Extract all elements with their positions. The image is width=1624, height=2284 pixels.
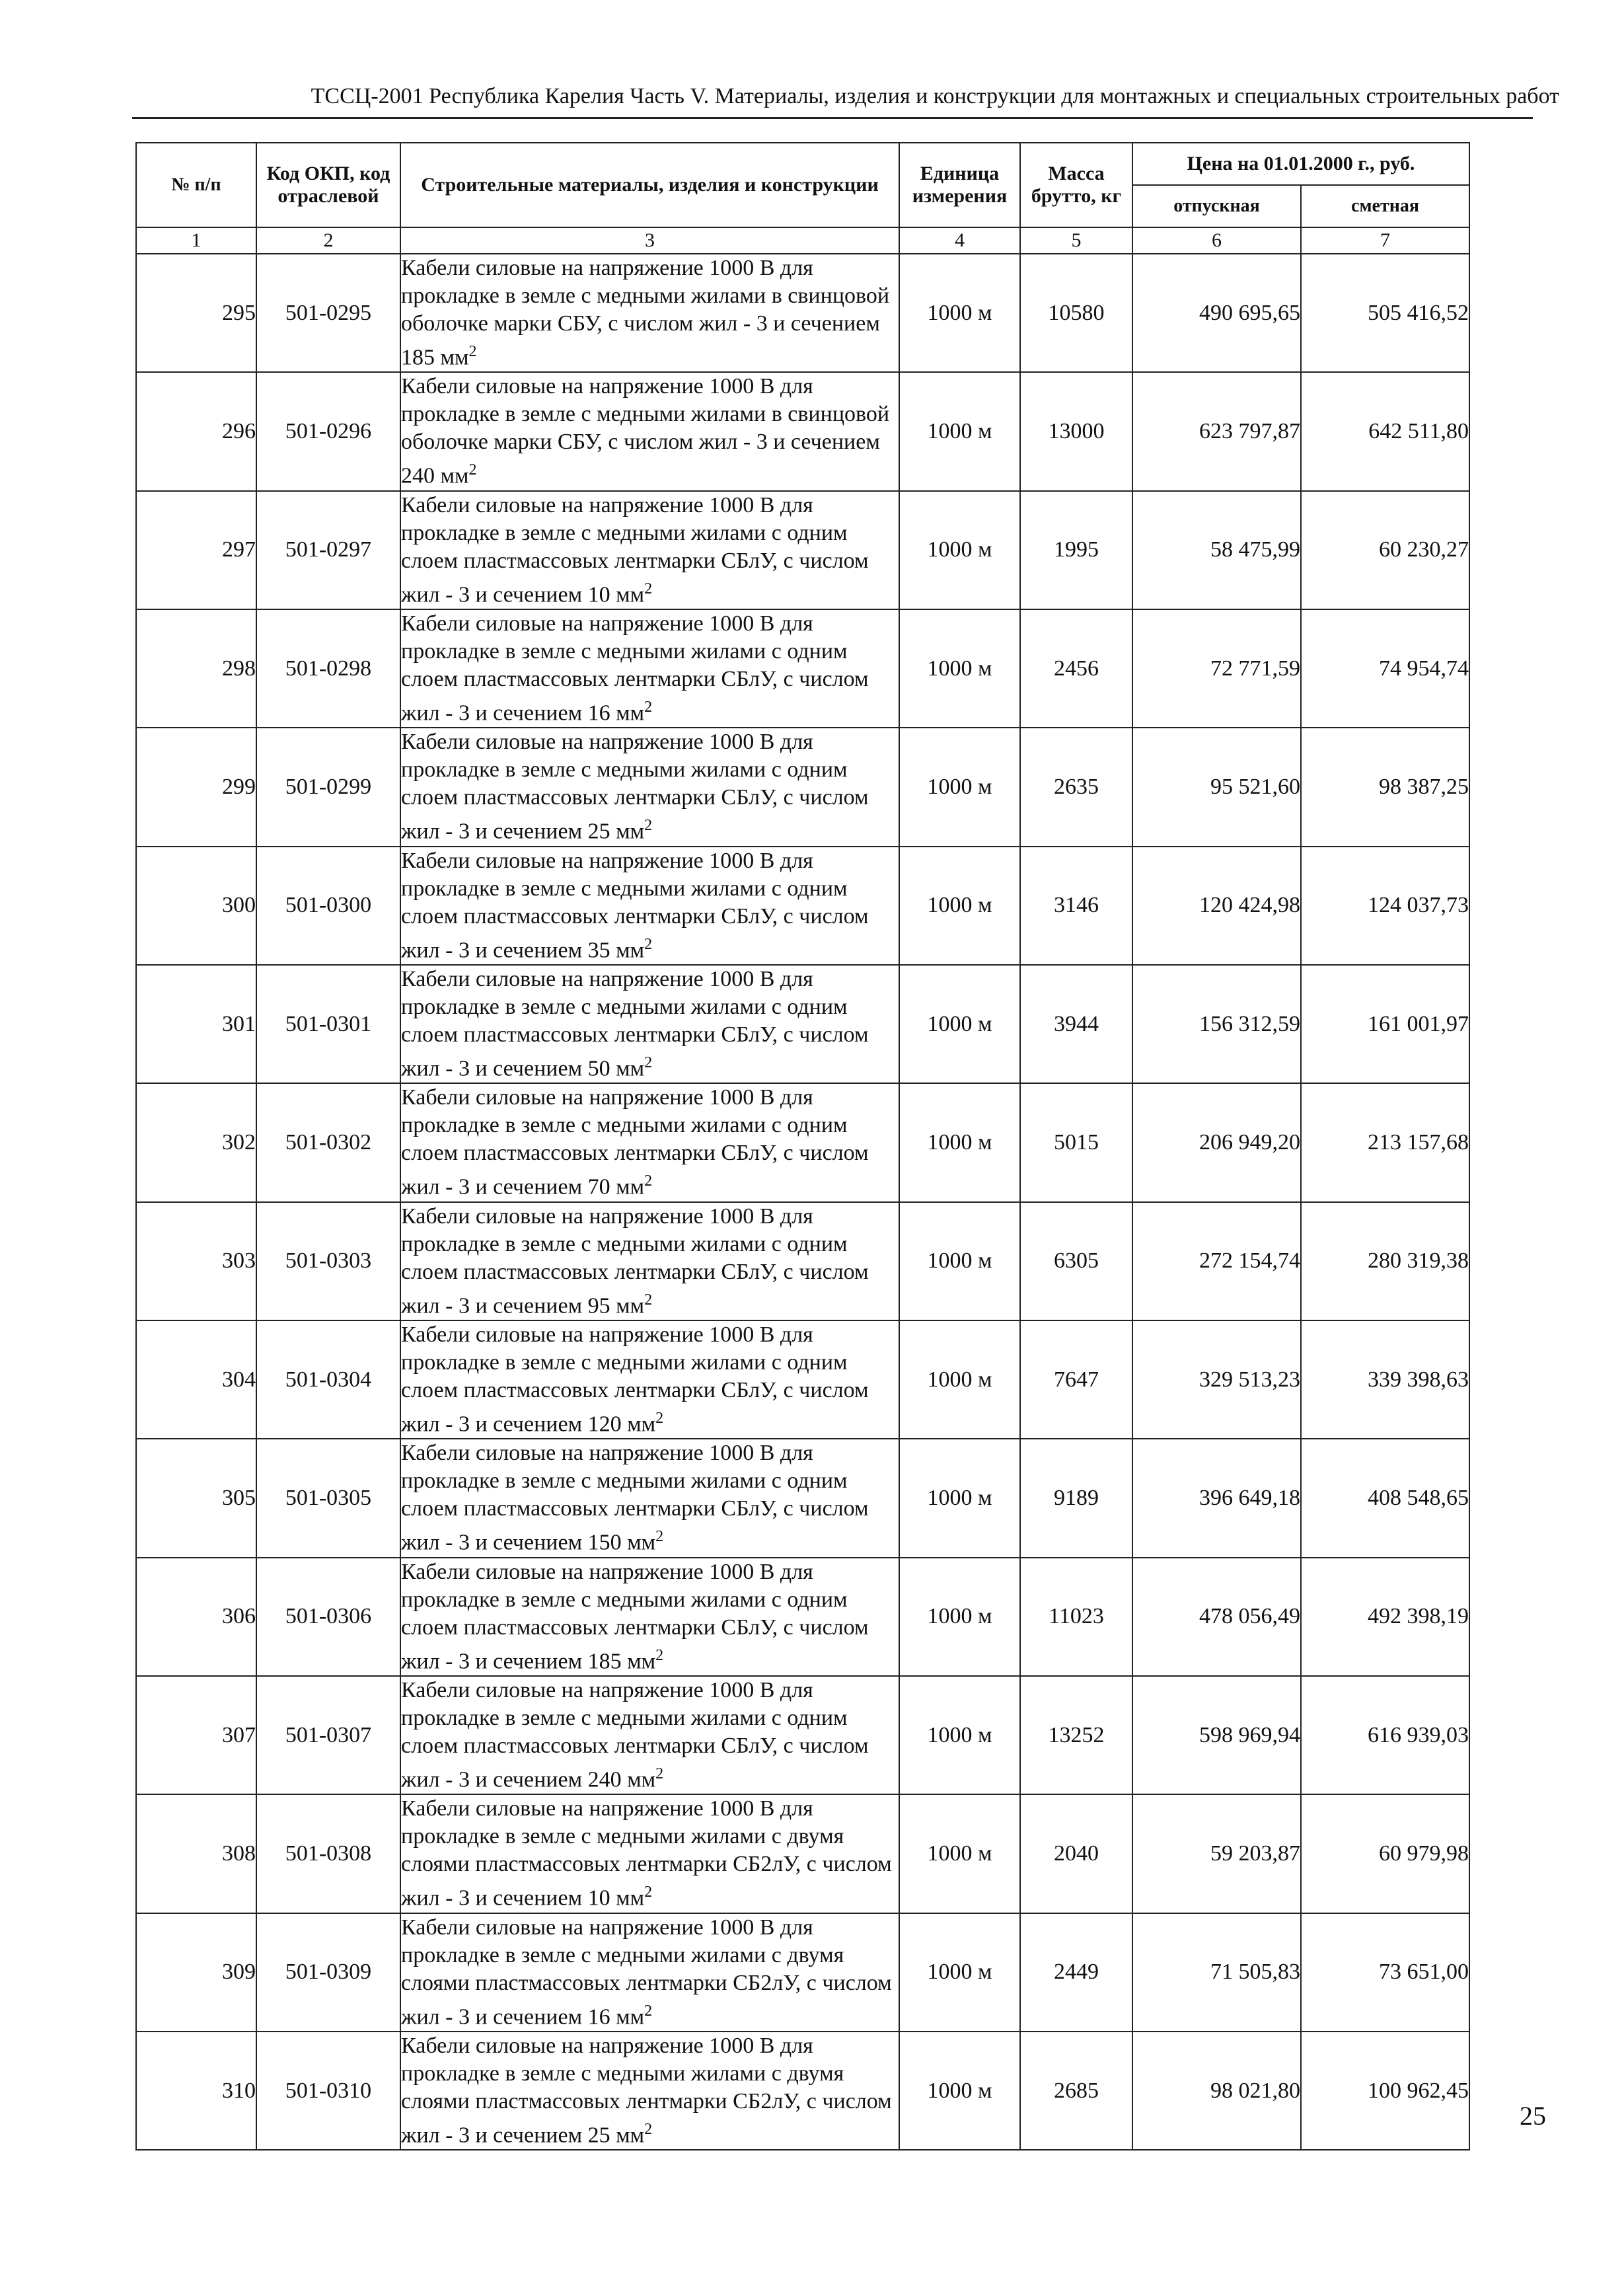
material-description [400, 1202, 899, 1320]
material-description [400, 1439, 899, 1557]
unit-of-measure: 1000 м [899, 491, 1020, 609]
price-release: 623 797,87 [1132, 372, 1301, 490]
table-row [136, 1913, 1469, 2032]
gross-mass: 2040 [1020, 1794, 1132, 1913]
unit-of-measure: 1000 м [899, 2032, 1020, 2150]
col-header-num: № п/п [136, 143, 256, 227]
gross-mass: 2635 [1020, 728, 1132, 846]
table-row [136, 609, 1469, 728]
gross-mass: 2685 [1020, 2032, 1132, 2150]
material-description [400, 728, 899, 846]
gross-mass: 13000 [1020, 372, 1132, 490]
row-number: 309 [136, 1913, 256, 2032]
price-release: 95 521,60 [1132, 728, 1301, 846]
column-number: 3 [400, 227, 899, 254]
description-text: Кабели силовые на напряжение 1000 В для прокладке в земле с медными жилами с двумя слоями пластмассовых лентмарки СБ2лУ, с числом жил - 3 и сечением 16 мм [401, 1915, 892, 2029]
price-release: 272 154,74 [1132, 1202, 1301, 1320]
table-row [136, 1558, 1469, 1676]
okp-code: 501-0295 [256, 254, 400, 372]
material-description [400, 1083, 899, 1201]
gross-mass: 1995 [1020, 491, 1132, 609]
row-number: 308 [136, 1794, 256, 1913]
row-number: 298 [136, 609, 256, 728]
superscript-exponent: 2 [655, 1409, 664, 1427]
okp-code: 501-0303 [256, 1202, 400, 1320]
unit-of-measure: 1000 м [899, 1202, 1020, 1320]
row-number: 296 [136, 372, 256, 490]
col-header-name: Строительные материалы, изделия и конструкции [400, 143, 899, 227]
col-header-code: Код ОКП, код отраслевой [256, 143, 400, 227]
material-description [400, 2032, 899, 2150]
material-description [400, 491, 899, 609]
unit-of-measure: 1000 м [899, 609, 1020, 728]
table-row [136, 728, 1469, 846]
table-row [136, 1320, 1469, 1439]
superscript-exponent: 2 [655, 1765, 664, 1782]
row-number: 305 [136, 1439, 256, 1557]
unit-of-measure: 1000 м [899, 965, 1020, 1083]
row-number: 297 [136, 491, 256, 609]
table-row [136, 847, 1469, 965]
unit-of-measure: 1000 м [899, 1794, 1020, 1913]
column-number: 5 [1020, 227, 1132, 254]
row-number: 299 [136, 728, 256, 846]
superscript-exponent: 2 [468, 343, 477, 360]
price-estimate: 73 651,00 [1301, 1913, 1469, 2032]
price-release: 98 021,80 [1132, 2032, 1301, 2150]
price-release: 329 513,23 [1132, 1320, 1301, 1439]
superscript-exponent: 2 [468, 461, 477, 479]
gross-mass: 11023 [1020, 1558, 1132, 1676]
price-release: 120 424,98 [1132, 847, 1301, 965]
price-release: 58 475,99 [1132, 491, 1301, 609]
column-number: 1 [136, 227, 256, 254]
unit-of-measure: 1000 м [899, 1320, 1020, 1439]
price-table [135, 142, 1470, 2151]
price-release: 490 695,65 [1132, 254, 1301, 372]
col-header-mass: Масса брутто, кг [1020, 143, 1132, 227]
price-release: 156 312,59 [1132, 965, 1301, 1083]
description-text: Кабели силовые на напряжение 1000 В для прокладке в земле с медными жилами с одним слоем пластмассовых лентмарки СБлУ, с числом жил - 3 и сечением 16 мм [401, 611, 869, 726]
table-row [136, 254, 1469, 372]
price-estimate: 161 001,97 [1301, 965, 1469, 1083]
price-estimate: 100 962,45 [1301, 2032, 1469, 2150]
price-estimate: 124 037,73 [1301, 847, 1469, 965]
description-text: Кабели силовые на напряжение 1000 В для прокладке в земле с медными жилами с одним слоем пластмассовых лентмарки СБлУ, с числом жил - 3 и сечением 35 мм [401, 848, 869, 962]
material-description [400, 1794, 899, 1913]
material-description [400, 1558, 899, 1676]
row-number: 310 [136, 2032, 256, 2150]
column-numbers-row [136, 227, 1469, 254]
column-number: 6 [1132, 227, 1301, 254]
column-number: 7 [1301, 227, 1469, 254]
table-row [136, 372, 1469, 490]
description-text: Кабели силовые на напряжение 1000 В для прокладке в земле с медными жилами с одним слоем пластмассовых лентмарки СБлУ, с числом жил - 3 и сечением 240 мм [401, 1677, 869, 1792]
price-release: 206 949,20 [1132, 1083, 1301, 1201]
price-estimate: 60 230,27 [1301, 491, 1469, 609]
okp-code: 501-0301 [256, 965, 400, 1083]
row-number: 304 [136, 1320, 256, 1439]
price-estimate: 642 511,80 [1301, 372, 1469, 490]
description-text: Кабели силовые на напряжение 1000 В для прокладке в земле с медными жилами с одним слоем пластмассовых лентмарки СБлУ, с числом жил - 3 и сечением 70 мм [401, 1085, 869, 1199]
price-release: 598 969,94 [1132, 1676, 1301, 1794]
gross-mass: 9189 [1020, 1439, 1132, 1557]
gross-mass: 3944 [1020, 965, 1132, 1083]
unit-of-measure: 1000 м [899, 847, 1020, 965]
price-estimate: 492 398,19 [1301, 1558, 1469, 1676]
gross-mass: 2449 [1020, 1913, 1132, 2032]
price-release: 72 771,59 [1132, 609, 1301, 728]
table-row [136, 491, 1469, 609]
price-release: 71 505,83 [1132, 1913, 1301, 2032]
price-estimate: 98 387,25 [1301, 728, 1469, 846]
price-estimate: 74 954,74 [1301, 609, 1469, 728]
running-header: ТССЦ-2001 Республика Карелия Часть V. Материалы, изделия и конструкции для монтажных и специальных строительных работ [311, 84, 1559, 108]
superscript-exponent: 2 [644, 817, 653, 835]
row-number: 306 [136, 1558, 256, 1676]
row-number: 303 [136, 1202, 256, 1320]
okp-code: 501-0310 [256, 2032, 400, 2150]
row-number: 300 [136, 847, 256, 965]
price-estimate: 616 939,03 [1301, 1676, 1469, 1794]
description-text: Кабели силовые на напряжение 1000 В для прокладке в земле с медными жилами с одним слоем пластмассовых лентмарки СБлУ, с числом жил - 3 и сечением 25 мм [401, 730, 869, 844]
table-row [136, 1676, 1469, 1794]
superscript-exponent: 2 [644, 1884, 653, 1901]
price-estimate: 60 979,98 [1301, 1794, 1469, 1913]
superscript-exponent: 2 [644, 935, 653, 953]
superscript-exponent: 2 [644, 2002, 653, 2020]
superscript-exponent: 2 [644, 580, 653, 597]
material-description [400, 372, 899, 490]
table-row [136, 1794, 1469, 1913]
gross-mass: 5015 [1020, 1083, 1132, 1201]
column-number: 2 [256, 227, 400, 254]
price-release: 396 649,18 [1132, 1439, 1301, 1557]
table-row [136, 1202, 1469, 1320]
price-estimate: 505 416,52 [1301, 254, 1469, 372]
material-description [400, 1320, 899, 1439]
gross-mass: 2456 [1020, 609, 1132, 728]
row-number: 301 [136, 965, 256, 1083]
okp-code: 501-0304 [256, 1320, 400, 1439]
price-release: 59 203,87 [1132, 1794, 1301, 1913]
material-description [400, 609, 899, 728]
description-text: Кабели силовые на напряжение 1000 В для прокладке в земле с медными жилами с двумя слоями пластмассовых лентмарки СБ2лУ, с числом жил - 3 и сечением 10 мм [401, 1796, 892, 1911]
okp-code: 501-0305 [256, 1439, 400, 1557]
row-number: 307 [136, 1676, 256, 1794]
price-estimate: 213 157,68 [1301, 1083, 1469, 1201]
okp-code: 501-0308 [256, 1794, 400, 1913]
unit-of-measure: 1000 м [899, 1558, 1020, 1676]
table-row [136, 965, 1469, 1083]
gross-mass: 3146 [1020, 847, 1132, 965]
unit-of-measure: 1000 м [899, 372, 1020, 490]
okp-code: 501-0306 [256, 1558, 400, 1676]
unit-of-measure: 1000 м [899, 254, 1020, 372]
price-estimate: 339 398,63 [1301, 1320, 1469, 1439]
superscript-exponent: 2 [644, 1053, 653, 1071]
price-estimate: 408 548,65 [1301, 1439, 1469, 1557]
table-row [136, 1083, 1469, 1201]
gross-mass: 7647 [1020, 1320, 1132, 1439]
unit-of-measure: 1000 м [899, 728, 1020, 846]
material-description [400, 1913, 899, 2032]
superscript-exponent: 2 [644, 698, 653, 716]
superscript-exponent: 2 [655, 1646, 664, 1664]
col-header-price-estimate: сметная [1301, 185, 1469, 227]
gross-mass: 6305 [1020, 1202, 1132, 1320]
description-text: Кабели силовые на напряжение 1000 В для прокладке в земле с медными жилами в свинцовой оболочке марки СБУ, с числом жил - 3 и сечением 185 мм [401, 256, 890, 370]
okp-code: 501-0309 [256, 1913, 400, 2032]
col-header-unit: Единица измерения [899, 143, 1020, 227]
header-rule [132, 117, 1533, 119]
unit-of-measure: 1000 м [899, 1913, 1020, 2032]
description-text: Кабели силовые на напряжение 1000 В для прокладке в земле с медными жилами с одним слоем пластмассовых лентмарки СБлУ, с числом жил - 3 и сечением 150 мм [401, 1441, 869, 1555]
description-text: Кабели силовые на напряжение 1000 В для прокладке в земле с медными жилами с одним слоем пластмассовых лентмарки СБлУ, с числом жил - 3 и сечением 50 мм [401, 966, 869, 1081]
gross-mass: 13252 [1020, 1676, 1132, 1794]
description-text: Кабели силовые на напряжение 1000 В для прокладке в земле с медными жилами с одним слоем пластмассовых лентмарки СБлУ, с числом жил - 3 и сечением 10 мм [401, 492, 869, 607]
okp-code: 501-0302 [256, 1083, 400, 1201]
description-text: Кабели силовые на напряжение 1000 В для прокладке в земле с медными жилами с одним слоем пластмассовых лентмарки СБлУ, с числом жил - 3 и сечением 185 мм [401, 1559, 869, 1673]
material-description [400, 254, 899, 372]
unit-of-measure: 1000 м [899, 1439, 1020, 1557]
page-number: 25 [1520, 2101, 1546, 2131]
column-number: 4 [899, 227, 1020, 254]
gross-mass: 10580 [1020, 254, 1132, 372]
okp-code: 501-0299 [256, 728, 400, 846]
material-description [400, 965, 899, 1083]
unit-of-measure: 1000 м [899, 1676, 1020, 1794]
description-text: Кабели силовые на напряжение 1000 В для прокладке в земле с медными жилами с двумя слоями пластмассовых лентмарки СБ2лУ, с числом жил - 3 и сечением 25 мм [401, 2033, 892, 2148]
row-number: 295 [136, 254, 256, 372]
material-description [400, 847, 899, 965]
okp-code: 501-0300 [256, 847, 400, 965]
row-number: 302 [136, 1083, 256, 1201]
col-header-price-group: Цена на 01.01.2000 г., руб. [1132, 143, 1469, 185]
superscript-exponent: 2 [644, 1172, 653, 1190]
description-text: Кабели силовые на напряжение 1000 В для прокладке в земле с медными жилами с одним слоем пластмассовых лентмарки СБлУ, с числом жил - 3 и сечением 95 мм [401, 1203, 869, 1318]
price-estimate: 280 319,38 [1301, 1202, 1469, 1320]
description-text: Кабели силовые на напряжение 1000 В для прокладке в земле с медными жилами в свинцовой оболочке марки СБУ, с числом жил - 3 и сечением 240 мм [401, 374, 890, 488]
material-description [400, 1676, 899, 1794]
okp-code: 501-0297 [256, 491, 400, 609]
superscript-exponent: 2 [644, 1291, 653, 1309]
okp-code: 501-0307 [256, 1676, 400, 1794]
description-text: Кабели силовые на напряжение 1000 В для прокладке в земле с медными жилами с одним слоем пластмассовых лентмарки СБлУ, с числом жил - 3 и сечением 120 мм [401, 1322, 869, 1437]
table-row [136, 1439, 1469, 1557]
superscript-exponent: 2 [644, 2120, 653, 2138]
col-header-price-release: отпускная [1132, 185, 1301, 227]
okp-code: 501-0296 [256, 372, 400, 490]
price-release: 478 056,49 [1132, 1558, 1301, 1676]
superscript-exponent: 2 [655, 1528, 664, 1546]
table-row [136, 2032, 1469, 2150]
okp-code: 501-0298 [256, 609, 400, 728]
unit-of-measure: 1000 м [899, 1083, 1020, 1201]
